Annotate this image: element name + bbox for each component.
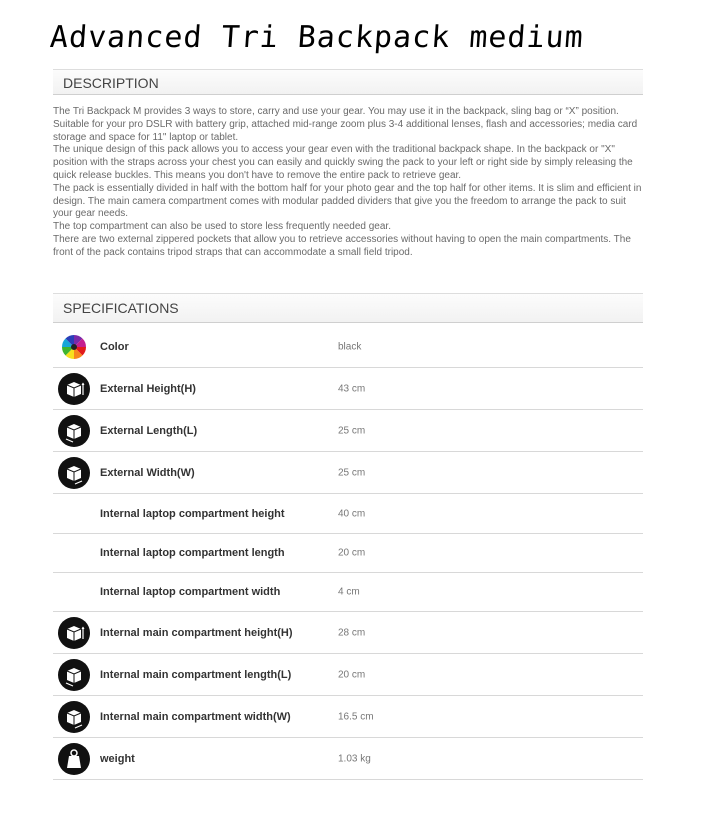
box-height-icon bbox=[58, 373, 90, 405]
spec-label: External Width(W) bbox=[100, 466, 195, 479]
spec-value: 28 cm bbox=[338, 627, 366, 638]
spec-value: 25 cm bbox=[338, 467, 366, 478]
table-row bbox=[53, 696, 643, 738]
weight-icon bbox=[58, 743, 90, 775]
spec-value: 1.03 kg bbox=[338, 753, 371, 764]
spec-value: 20 cm bbox=[338, 669, 366, 680]
table-row bbox=[53, 738, 643, 780]
spec-value: 4 cm bbox=[338, 586, 360, 598]
box-length-icon bbox=[58, 415, 90, 447]
description-paragraph: The unique design of this pack allows you to access your gear even with the traditional backpack shape. In the backpack or "X" position with the straps across your chest you can easily and quickly swing the pack to your left or right side by simply releasing the quick release buckles. This means you don't have to remove the entire pack to retrieve gear. bbox=[53, 144, 633, 181]
spec-label: Internal laptop compartment height bbox=[100, 507, 285, 520]
description-heading: DESCRIPTION bbox=[53, 69, 643, 95]
spec-label: External Length(L) bbox=[100, 424, 198, 437]
spec-value: 16.5 cm bbox=[338, 711, 374, 722]
table-row bbox=[53, 326, 643, 368]
spec-value: 25 cm bbox=[338, 425, 366, 436]
spec-label: External Height(H) bbox=[100, 382, 196, 395]
spec-label: Color bbox=[100, 340, 129, 353]
table-row bbox=[53, 494, 643, 534]
specifications-table bbox=[53, 326, 643, 780]
description-paragraph: There are two external zippered pockets that allow you to retrieve accessories without having to open the main compartments. The front of the pack contains tripod straps that can accommodate a small field tripod. bbox=[53, 233, 631, 258]
spec-label: Internal main compartment width(W) bbox=[100, 710, 291, 723]
spec-label: Internal laptop compartment width bbox=[100, 586, 281, 598]
spec-value: 43 cm bbox=[338, 383, 366, 394]
page-title: Advanced Tri Backpack medium bbox=[48, 20, 585, 55]
table-row bbox=[53, 573, 643, 612]
description-paragraph: The pack is essentially divided in half with the bottom half for your photo gear and the top half for other items. It is slim and efficient in design. The main camera compartment comes with modular padded dividers that give you the freedom to arrange the pack to suit your gear needs. bbox=[53, 182, 642, 220]
box-length-icon bbox=[58, 659, 90, 691]
specifications-heading: SPECIFICATIONS bbox=[53, 293, 643, 323]
table-row bbox=[53, 452, 643, 494]
box-width-icon bbox=[58, 701, 90, 733]
color-wheel-icon bbox=[58, 331, 90, 363]
box-width-icon bbox=[58, 457, 90, 489]
table-row bbox=[53, 612, 643, 654]
spec-label: Internal main compartment length(L) bbox=[100, 668, 292, 681]
spec-label: Internal main compartment height(H) bbox=[100, 626, 293, 639]
table-row bbox=[53, 410, 643, 452]
table-row bbox=[53, 654, 643, 696]
description-paragraph: The Tri Backpack M provides 3 ways to store, carry and use your gear. You may use it in the backpack, sling bag or “X” position. Suitable for your pro DSLR with battery grip, attached mid-range zoom plus 3-4 additional lenses, flash and accessories; media card storage and space for 11" laptop or tablet. bbox=[53, 106, 638, 143]
spec-label: weight bbox=[100, 752, 135, 765]
table-row bbox=[53, 534, 643, 573]
description-text bbox=[53, 106, 646, 260]
description-paragraph: The top compartment can also be used to store less frequently needed gear. bbox=[53, 221, 391, 233]
spec-value: 40 cm bbox=[338, 508, 366, 519]
box-height-icon bbox=[58, 617, 90, 649]
spec-label: Internal laptop compartment length bbox=[100, 547, 285, 559]
spec-value: black bbox=[338, 341, 362, 352]
table-row bbox=[53, 368, 643, 410]
spec-value: 20 cm bbox=[338, 547, 366, 559]
